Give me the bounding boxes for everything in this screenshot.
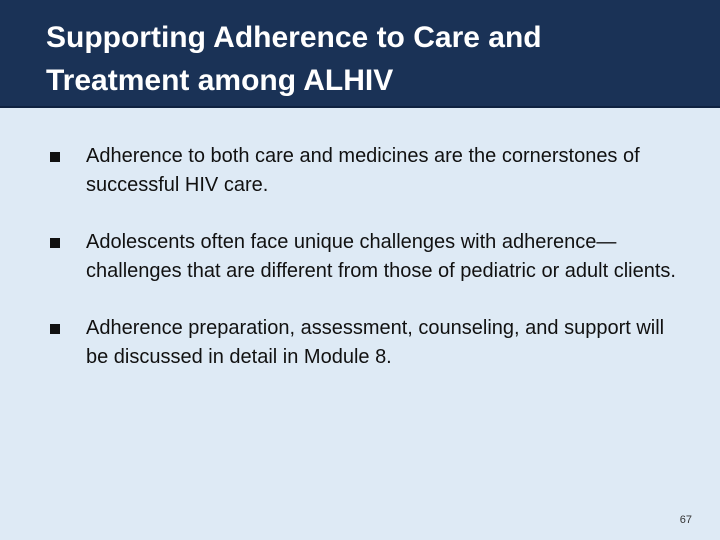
bullet-text: Adolescents often face unique challenges with adherence—challenges that are different from those of pediatric or adult clients. xyxy=(86,231,676,282)
bullet-text: Adherence to both care and medicines are the cornerstones of successful HIV care. xyxy=(86,145,640,196)
slide-title: Supporting Adherence to Care and Treatment among ALHIV xyxy=(46,21,542,97)
bullet-item-1 xyxy=(0,142,720,200)
bullet-item-3 xyxy=(0,314,720,372)
bullet-text: Adherence preparation, assessment, counseling, and support will be discussed in detail in Module 8. xyxy=(86,317,665,368)
square-bullet-icon xyxy=(50,238,60,248)
bullet-item-2 xyxy=(0,228,720,286)
page-number: 67 xyxy=(679,514,692,526)
square-bullet-icon xyxy=(50,324,60,334)
square-bullet-icon xyxy=(50,152,60,162)
title-bar xyxy=(0,0,720,108)
bullet-list xyxy=(0,142,720,400)
